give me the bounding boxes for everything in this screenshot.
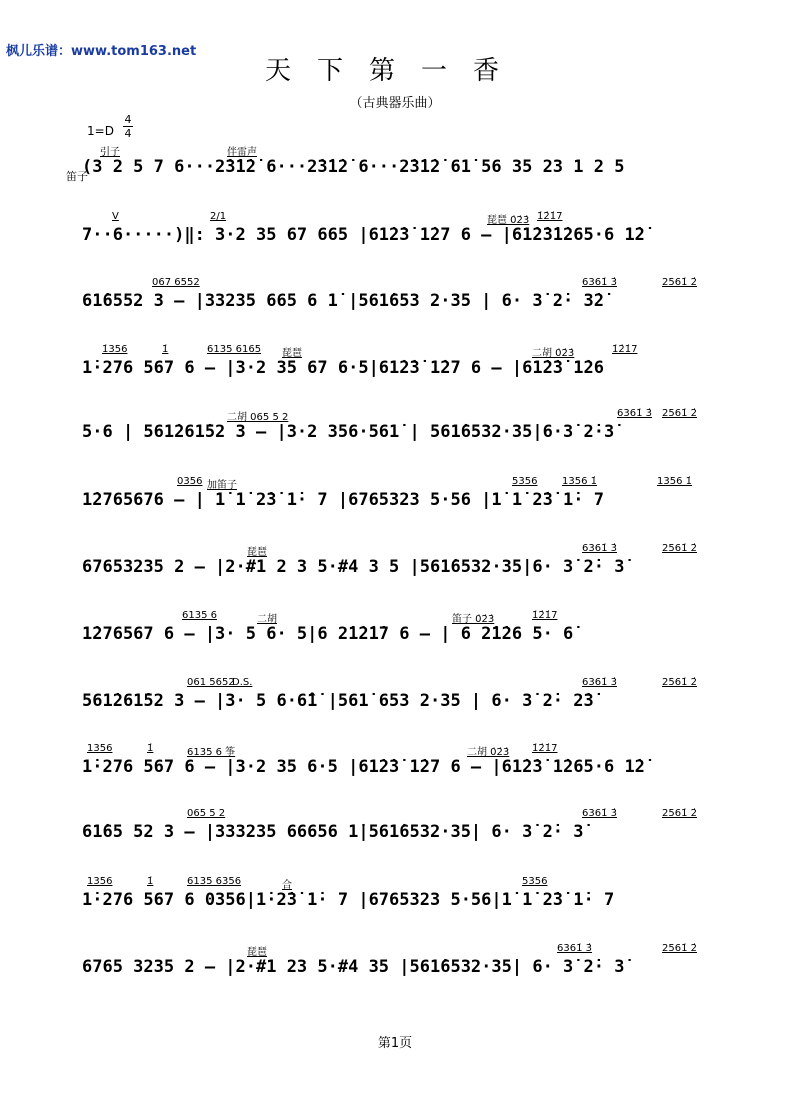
score-line: 6765 3235 2 – |2·#1 23 5·#4 35 |561̇6532·35| 6· 3̇ 2̇· 3̇ [82, 957, 625, 977]
score-row [82, 277, 742, 325]
score-annotation: 6135 6165 [207, 344, 262, 355]
site-watermark: 枫儿乐谱：www.tom163.net [6, 44, 197, 59]
page-footer: 第1页 [377, 1036, 413, 1051]
score-annotation: 061 5652 [187, 677, 235, 688]
score-annotation: 合 [282, 880, 292, 891]
score-annotation: 2561̇ 2̇ [662, 943, 697, 954]
score-annotation: 6135 6356 [187, 876, 242, 887]
score-annotation: 5356 [512, 476, 538, 487]
page-title: 天下第一香 [264, 56, 525, 86]
score-line: 1̇·276 567 6 – |3·2 35 67 6·5|61̇2̇3̇ 1̇27 6 – |61̇2̇3̇ 1̇26 [82, 358, 604, 378]
score-annotation: 1̇2̇1̇7 [532, 743, 558, 754]
score-annotation: 1̇2̇1̇7 [537, 211, 563, 222]
key-signature: 1=D [87, 124, 114, 138]
score-line: 6765323​5 2 – |2·#1 2 3 5·#4 3 5 |561̇6532·35|6· 3̇ 2̇· 3̇ [82, 557, 625, 577]
score-annotation: 1̇2̇1̇7 [612, 344, 638, 355]
score-annotation: 加笛子 [207, 480, 237, 491]
score-annotation: 2561̇ 2̇ [662, 677, 697, 688]
score-annotation: 1̇ [162, 344, 169, 355]
score-row [82, 344, 742, 392]
score-row [82, 808, 742, 856]
score-row [82, 943, 742, 991]
score-annotation: 伴雷声 [227, 147, 257, 158]
score-annotation: 2561̇ 2̇ [662, 808, 697, 819]
score-annotation: 6361̇ 3̇ [617, 408, 652, 419]
score-annotation: 1356 1̇ [562, 476, 597, 487]
score-row [82, 677, 742, 725]
score-annotation: 6135 6 [182, 610, 217, 621]
score-annotation: 二胡 0̇2̇3̇ [467, 747, 510, 758]
score-annotation: 1̇2̇1̇7 [532, 610, 558, 621]
score-annotation: 1356 1̇ [657, 476, 692, 487]
score-annotation: 2561̇ 2̇ [662, 543, 697, 554]
score-row [82, 211, 742, 259]
score-annotation: V [112, 211, 119, 222]
score-row [82, 143, 742, 191]
score-annotation: 2561̇ 2̇ [662, 408, 697, 419]
score-line: 7··6·····)‖: 3·2 35 67 665 |61̇2̇3̇ 1̇27 6 – |61̇2̇3̇1̇265·6 1̇2̇ [82, 225, 645, 245]
score-line: 561̇261̇52 3 – |3· 5 6·6̂1̇ |561̇ 653 2·35 | 6· 3̇ 2̇· 2̇3̇ [82, 691, 594, 711]
score-annotation: 5356 [522, 876, 548, 887]
score-annotation: 6361̇ 3̇ [582, 277, 617, 288]
time-signature [123, 113, 133, 140]
score-annotation: 1̇ [147, 743, 154, 754]
score-line: 61̇65 52 3 – |333235 66656 1̇|561̇6532·35| 6· 3̇ 2̇· 3̇ [82, 822, 584, 842]
score-annotation: 0356 [177, 476, 203, 487]
score-annotation: 2/1 [210, 211, 227, 222]
score-annotation: 琵琶 [247, 547, 267, 558]
score-line: 5·6 | 561̇261̇52 3 – |3·2 356·561̇ | 561̇6532·35|6·3̇ 2̇·3̇ [82, 422, 615, 442]
score-line: 1̇·276 567 6 0356|1̇·2̇3̇ 1̇· 7 |6765323 5·56|1̇ 1̇ 2̇3̇ 1̇· 7 [82, 890, 615, 910]
score-line: 1̇·276 567 6 – |3·2 35 6·5 |61̇2̇3̇ 1̇27 6 – |61̇2̇3̇ 1̇265·6 1̇2̇ [82, 757, 645, 777]
score-annotation: 引子 [100, 147, 120, 158]
page-subtitle: （古典器乐曲） [349, 96, 441, 111]
score-annotation: 二胡 065 5 2 [227, 412, 289, 423]
score-annotation: 067 6552 [152, 277, 200, 288]
score-annotation: 2561̇ 2̇ [662, 277, 697, 288]
score-row [82, 543, 742, 591]
score-annotation: 1356 [87, 743, 113, 754]
score-row [82, 408, 742, 456]
score-line: 1̇276567 6 – |3· 5 6· 5|6 2̇1̇2̇1̇7 6 – | 6 2̇1̇26 5· 6̇ [82, 624, 574, 644]
score-annotation: 065 5 2 [187, 808, 226, 819]
score-row [82, 743, 742, 791]
score-annotation: 1̇ [147, 876, 154, 887]
score-annotation: 二胡 [257, 614, 277, 625]
score-annotation: 6361̇ 3̇ [582, 543, 617, 554]
score-annotation: 琵琶 [282, 348, 302, 359]
score-annotation: 琵琶 [247, 947, 267, 958]
score-annotation: 6361̇ 3̇ [582, 677, 617, 688]
score-row [82, 876, 742, 924]
instrument-label: 笛子 [66, 170, 88, 183]
score-line: (3 2 5 7 6···2̇3̇1̇2̇ 6···2̇3̇1̇2̇ 6···2̇3̇1̇2̇ 61̇ 56 35 23 1 2 5 [82, 157, 625, 177]
score-row [82, 610, 742, 658]
score-annotation: 6361̇ 3̇ [557, 943, 592, 954]
score-line: 1̇2765676 – | 1̇ 1̇ 2̇3̇ 1̇· 7 |6765323 5·56 |1̇ 1̇ 2̇3̇ 1̇· 7 [82, 490, 604, 510]
score-row [82, 476, 742, 524]
meter-bottom: 4 [124, 127, 132, 140]
score-annotation: 6361̇ 3̇ [582, 808, 617, 819]
score-annotation: 笛子 0̇2̇3̇ [452, 614, 495, 625]
score-annotation: 6135 6 筝 [187, 747, 236, 758]
score-annotation: 1̇356 [102, 344, 128, 355]
meter-top: 4 [124, 113, 132, 126]
score-annotation: 琵琶 0̇2̇3̇ [487, 215, 530, 226]
score-line: 61̇6552 3 – |33235 665 6 1̇ |561̇653 2·35 | 6· 3̇ 2̇· 3̇2̇ [82, 291, 604, 311]
score-annotation: D.S. [232, 677, 253, 688]
score-annotation: 二胡 0̇2̇3̇ [532, 348, 575, 359]
score-annotation: 1356 [87, 876, 113, 887]
